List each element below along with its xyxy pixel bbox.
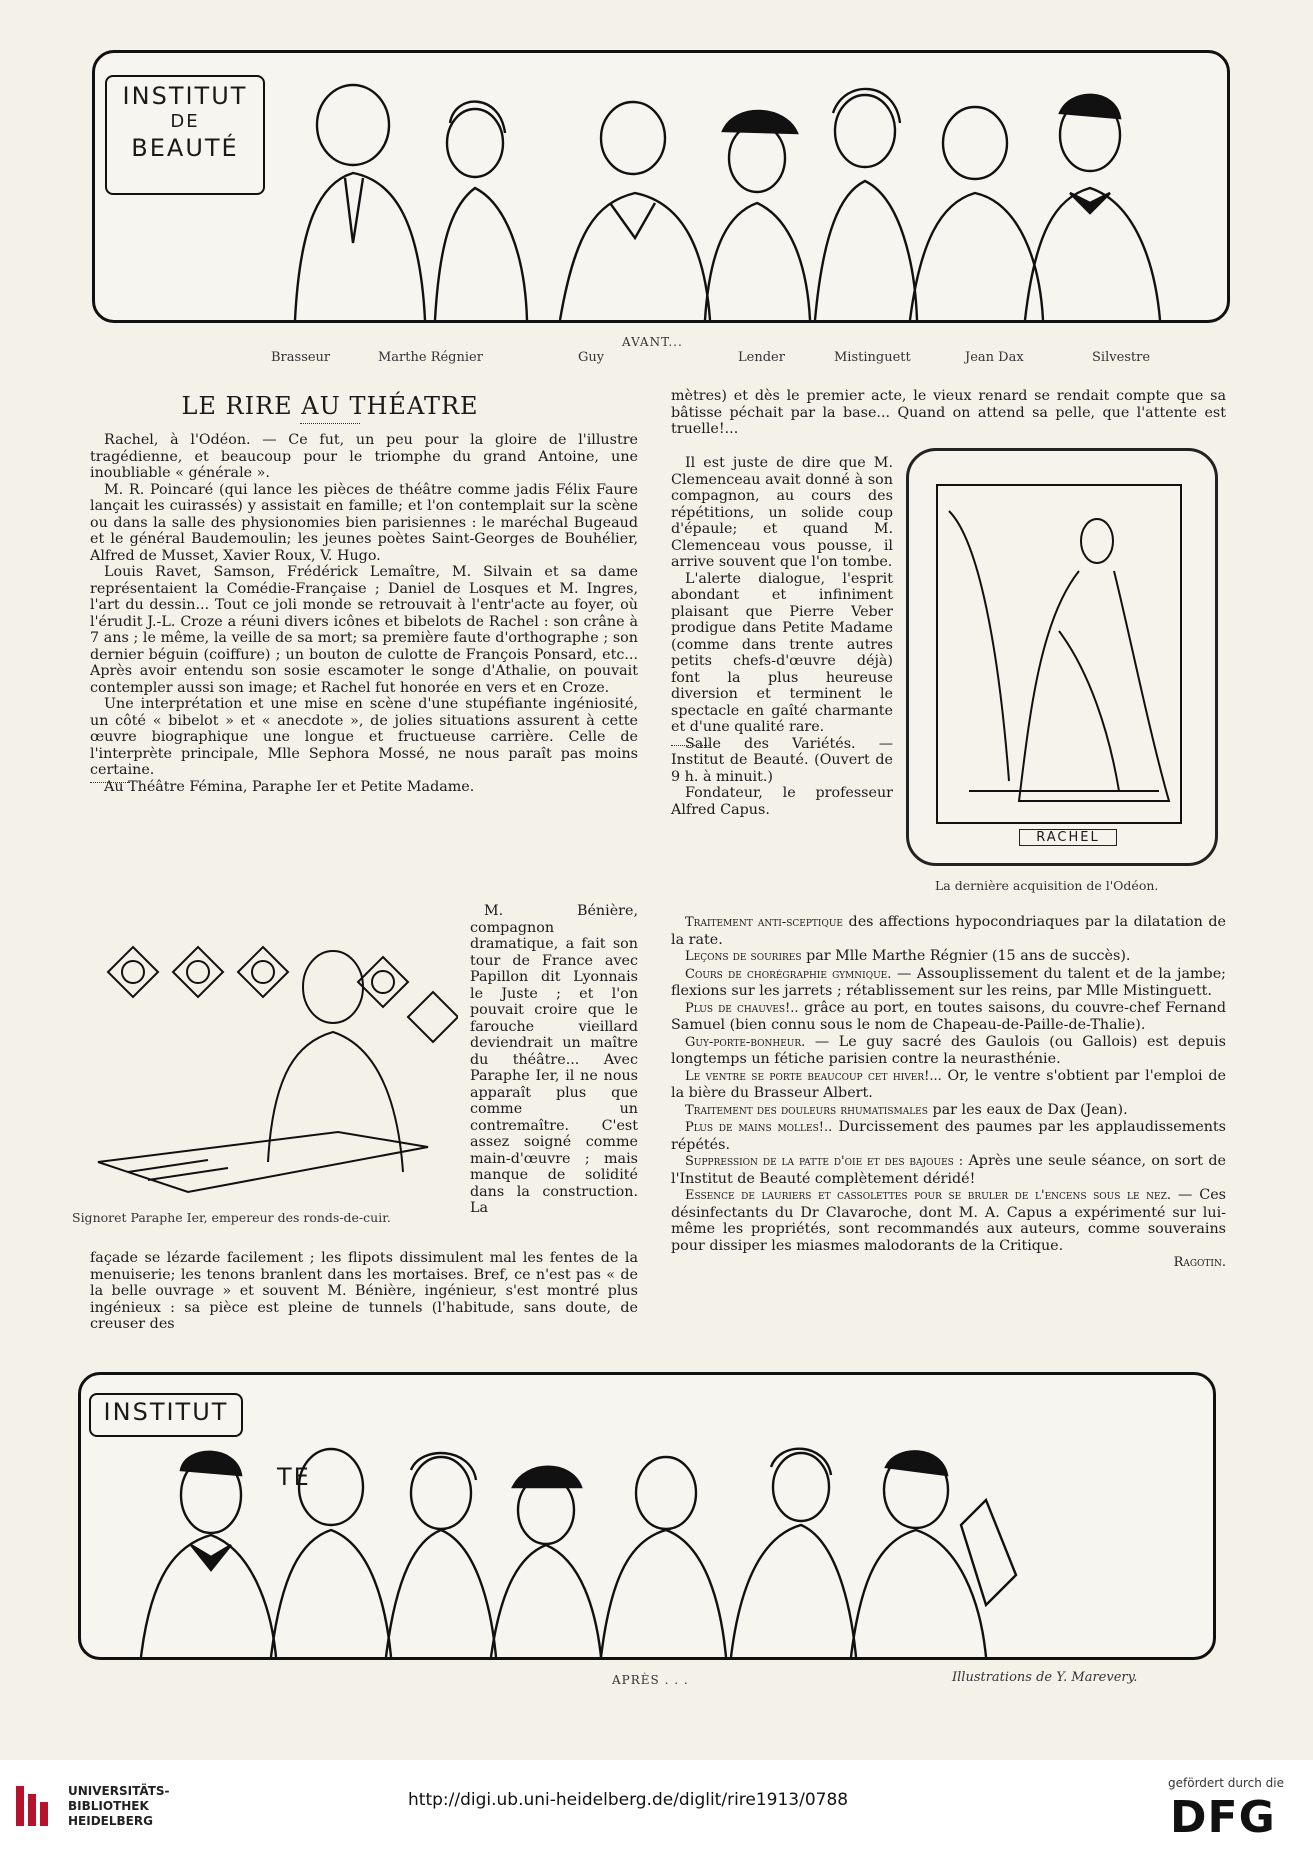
item-body: — Ces désinfectants du Dr Clavaroche, dont M. A. Capus a expérimenté sur lui-même les propriétés, sont recommandés aux auteurs, comme souverains pour dissiper les miasmes malodorants de la Critique.: [671, 1187, 1226, 1254]
paragraph: Rachel, à l'Odéon. — Ce fut, un peu pour la gloire de l'illustre tragédienne, et beaucoup pour le triomphe du grand Antoine, une inoubliable « générale ».: [90, 432, 638, 481]
item-body: — Le guy sacré des Gaulois (ou Gallois) est depuis longtemps un fétiche parisien contre la neurasthénie.: [671, 1033, 1227, 1067]
section-ornament: [90, 779, 130, 783]
paragraph: Il est juste de dire que M. Clemenceau avait donné à son compagnon, au cours des répétitions, un solide coup d'épaule; et quand M. Clemenceau vous pousse, il arrive souvent que l'on tombe.: [671, 455, 893, 570]
caption-name: Brasseur: [271, 350, 331, 365]
sign-line: DE: [170, 111, 200, 132]
femina-intro: Au Théâtre Fémina, Paraphe Ier et Petite Madame.: [104, 778, 475, 795]
paragraph: Fondateur, le professeur Alfred Capus.: [671, 785, 893, 818]
caption-name: Jean Dax: [965, 350, 1024, 365]
caption-name: Guy: [578, 350, 605, 365]
list-item: [671, 1068, 1226, 1102]
item-body: Or, le ventre s'obtient par l'emploi de la bière du Brasseur Albert.: [671, 1067, 1227, 1101]
item-head: Plus de mains molles!..: [685, 1120, 833, 1135]
item-head: Le ventre se porte beaucoup cet hiver!...: [685, 1068, 942, 1084]
library-name: [68, 1784, 170, 1829]
bottom-cartoon-frame: [78, 1372, 1216, 1660]
right-column-list: [671, 914, 1226, 1272]
item-head: Traitement des douleurs rhumatismales: [685, 1102, 928, 1118]
paragraph: mètres) et dès le premier acte, le vieux renard se rendait compte que sa bâtisse péchait par la base... Quand on attend sa pelle, que l'attente est truelle!...: [671, 388, 1226, 437]
library-logo-icon: [14, 1784, 58, 1828]
item-head: Cours de chorégraphie gymnique.: [685, 966, 892, 982]
paragraph: Salle des Variétés. — Institut de Beauté. (Ouvert de 9 h. à minuit.): [671, 735, 893, 785]
list-item: [671, 966, 1226, 1000]
list-item: [671, 948, 1226, 966]
section-ornament: [671, 742, 711, 746]
signoret-drawing: [88, 932, 458, 1208]
item-body: — Assouplissement du talent et de la jambe; flexions sur les jarrets ; rétablissement sur les reins, par Mlle Mistinguett.: [671, 965, 1226, 999]
sign-line: BEAUTÉ: [131, 134, 239, 162]
list-item: [671, 1000, 1226, 1034]
signoret-caption: Signoret Paraphe Ier, empereur des ronds-de-cuir.: [72, 1210, 391, 1225]
signoret-illustration: [88, 932, 458, 1208]
item-head: Suppression de la patte d'oie et des bajoues :: [685, 1154, 964, 1169]
list-item: [671, 1102, 1226, 1120]
item-body: Après une seule séance, on sort de l'Institut de Beauté complètement déridé!: [671, 1153, 1226, 1187]
item-body: des affections hypocondriaques par la dilatation de la rate.: [671, 914, 1227, 948]
rachel-drawing: [909, 451, 1209, 857]
sign-line: INSTITUT: [122, 82, 248, 110]
item-head: Guy-porte-bonheur.: [685, 1034, 806, 1050]
library-line: HEIDELBERG: [68, 1814, 153, 1828]
illustration-credit: Illustrations de Y. Marevery.: [952, 1670, 1138, 1685]
item-head: Essence de lauriers et cassolettes pour se bruler de l'encens sous le nez.: [685, 1188, 1171, 1203]
right-narrow-column: [671, 455, 893, 818]
rachel-caption: La dernière acquisition de l'Odéon.: [935, 878, 1159, 893]
paragraph: Une interprétation et une mise en scène d'une stupéfiante ingéniosité, un côté « bibelot » et « anecdote », de jolies situations assurent à cette œuvre biographique une longue et fructueuse carrière. Celle de l'interprète principale, Mlle Sephora Mossé, ne nous paraît pas moins certaine.: [90, 696, 638, 778]
caption-name: Mistinguett: [834, 350, 911, 365]
dfg-logo: DFG: [1170, 1792, 1276, 1843]
article-title: LE RIRE AU THÉATRE: [181, 392, 479, 420]
signature: Ragotin.: [1173, 1255, 1226, 1270]
paragraph: Louis Ravet, Samson, Frédérick Lemaître, M. Silvain et sa dame représentaient la Comédie-Française ; Daniel de Losques et M. Ingres, l'art du dessin... Tout ce joli monde se retrouvait à l'entr'acte au foyer, où l'érudit J.-L. Croze a réuni divers icônes et bibelots de Rachel : son crâne à 7 ans ; le même, la veille de sa mort; sa première faute d'orthographe ; son dernier béguin (coiffure) ; un bouton de culotte de François Ponsard, etc... Après avoir entendu son sosie escamoter le songe d'Athalie, on pouvait contempler aussi son image; et Rachel fut honorée en vers et en Croze.: [90, 564, 638, 696]
list-item: [671, 1034, 1226, 1068]
sign-fragment: TE: [277, 1463, 311, 1491]
avant-label: AVANT...: [622, 335, 683, 349]
rachel-label: RACHEL: [1019, 829, 1117, 846]
library-line: UNIVERSITÄTS-: [68, 1784, 170, 1798]
left-column-top: [90, 432, 638, 795]
paragraph: M. Bénière, compagnon dramatique, a fait son tour de France avec Papillon dit Lyonnais le Juste ; et l'on pouvait croire que le farouche vieillard deviendrait un maître du théâtre... Avec Paraphe Ier, il ne nous apparaît plus que comme un contremaître. C'est assez soigné comme main-d'œuvre ; mais manque de solidité dans la construction. La: [470, 903, 638, 1216]
rachel-illustration: [906, 448, 1218, 866]
permalink[interactable]: http://digi.ub.uni-heidelberg.de/diglit/rire1913/0788: [408, 1790, 849, 1810]
top-caricatures-illustration: [95, 53, 1227, 320]
caption-name: Silvestre: [1092, 350, 1151, 365]
list-item: [671, 1153, 1226, 1187]
item-body: Durcissement des paumes par les applaudissements répétés.: [671, 1119, 1227, 1153]
library-line: BIBLIOTHEK: [68, 1799, 149, 1813]
paragraph: L'alerte dialogue, l'esprit abondant et infiniment plaisant que Pierre Veber prodigue dans Petite Madame (comme dans trente autres petits chefs-d'œuvre déjà) font la plus heureuse diversion et terminent le spectacle en gaîté charmante et d'une qualité rare.: [671, 570, 893, 735]
top-cartoon-frame: [92, 50, 1230, 323]
paragraph: façade se lézarde facilement ; les flipots dissimulent mal les fentes de la menuiserie; les tenons branlent dans les mortaises. Bref, ce n'est pas « de la belle ouvrage » et souvent M. Bénière, ingénieur, s'est montré plus ingénieux : sa pièce est pleine de tunnels (l'habitude, sans doute, de creuser des: [90, 1250, 638, 1332]
item-body: par Mlle Marthe Régnier (15 ans de succès).: [806, 948, 1131, 964]
item-head: Traitement anti-sceptique: [685, 915, 843, 930]
beniere-column: [470, 903, 638, 1217]
paragraph: M. R. Poincaré (qui lance les pièces de théâtre comme jadis Félix Faure lançait les cuirassés) y assistait en famille; et l'on contemplait sur la scène ou dans la salle des physionomies bien parisiennes : le maréchal Bugeaud et le général Baudemoulin; les jeunes poètes Saint-Georges de Bouhélier, Alfred de Musset, Xavier Roux, V. Hugo.: [90, 481, 638, 564]
item-head: Leçons de sourires: [685, 949, 802, 964]
list-item: [671, 914, 1226, 948]
funding-text: gefördert durch die: [1168, 1776, 1284, 1790]
title-ornament: [300, 418, 360, 424]
caption-name: Lender: [738, 350, 785, 365]
item-body: par les eaux de Dax (Jean).: [932, 1101, 1128, 1118]
signature-line: [671, 1254, 1226, 1272]
list-item: [671, 1119, 1226, 1153]
item-body: grâce au port, en toutes saisons, du couvre-chef Fernand Samuel (bien connu sous le nom de Chapeau-de-Paille-de-Thalie).: [671, 999, 1226, 1033]
digitization-footer: [0, 1760, 1313, 1856]
caption-name: Marthe Régnier: [378, 350, 483, 365]
left-column-bottom: [90, 1250, 638, 1333]
right-column-top: [671, 388, 1226, 438]
sign-line: INSTITUT: [103, 1398, 229, 1426]
list-item: [671, 1187, 1226, 1254]
apres-label: APRÈS . . .: [612, 1673, 689, 1687]
item-head: Plus de chauves!..: [685, 1000, 799, 1016]
bottom-caricatures-illustration: [81, 1375, 1213, 1657]
